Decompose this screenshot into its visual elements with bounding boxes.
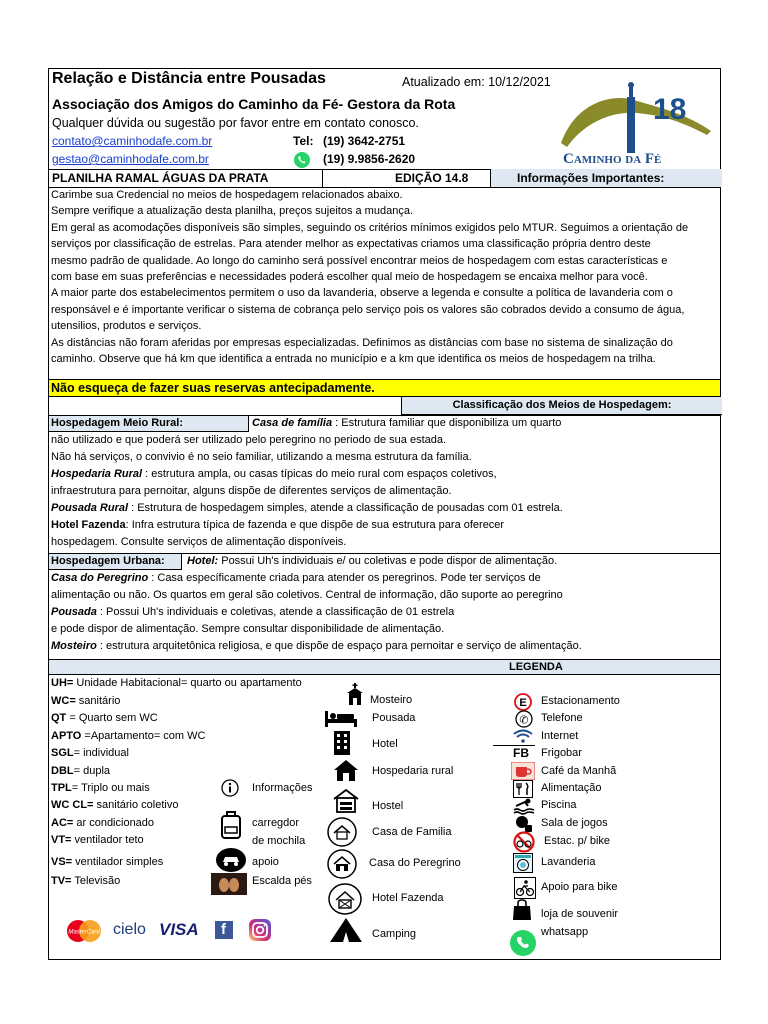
abbr-item: AC= ar condicionado (51, 817, 155, 829)
coffee-icon (511, 762, 535, 780)
svg-text:MasterCard: MasterCard (68, 929, 100, 936)
reminder-text: Não esqueça de fazer suas reservas antecipadamente. (51, 381, 375, 395)
legend-title: LEGENDA (509, 661, 563, 673)
urban-line-5: e pode dispor de alimentação. Sempre consultar disponibilidade de alimentação. (51, 623, 445, 635)
legend-rural-house-label: Hospedaria rural (372, 765, 454, 777)
email-link-gestao[interactable]: gestao@caminhodafe.com.br (52, 152, 209, 166)
abbr-item: WC CL= sanitário coletivo (51, 799, 179, 811)
wifi-icon (512, 729, 534, 743)
legend-tent-label: Camping (372, 928, 417, 940)
cielo-logo: cielo (113, 921, 146, 938)
rural-tag-label: Hospedagem Meio Rural: (51, 417, 184, 429)
page-title: Relação e Distância entre Pousadas (52, 70, 326, 87)
urban-tag-label: Hospedagem Urbana: (51, 555, 165, 567)
legend-pilgrim-house-label: Casa do Peregrino (369, 857, 461, 869)
legend-laundry-label: Lavanderia (541, 856, 596, 868)
legend-phone-label: Telefone (541, 712, 583, 724)
contact-note: Qualquer dúvida ou sugestão por favor entre em contato conosco. (52, 116, 419, 130)
abbr-item: DBL= dupla (51, 765, 111, 777)
legend-info-label: Informações (252, 782, 313, 794)
info-line: responsável e é importante verificar o sistema de cobrança pelo serviço pois os valores são cobrados devido a consumo de água, (51, 303, 685, 316)
facebook-icon[interactable]: f (215, 921, 233, 939)
legend-luggage-label-2: de mochila (252, 835, 306, 847)
laundry-icon (513, 853, 533, 873)
bed-icon (325, 709, 357, 727)
legend-farm-hotel-label: Hotel Fazenda (372, 892, 444, 904)
urban-line-6: Mosteiro : estrutura arquitetônica religiosa, e que dispõe de espaço para pernoitar e serviço de alimentação. (51, 640, 582, 652)
info-paragraph (51, 187, 719, 367)
info-line: serviços por classificação de estrelas. Para atender melhor as expectativas criamos uma classificação própria dentro deste (51, 238, 651, 251)
info-line: A maior parte dos estabelecimentos permitem o uso da lavanderia, observe a legenda e consulte a política de lavanderia com o (51, 287, 673, 300)
legend-bike-support-label: Apoio para bike (541, 881, 618, 893)
phone-number: (19) 3642-2751 (323, 134, 406, 148)
classification-header (401, 397, 722, 415)
family-house-icon (327, 817, 357, 847)
whatsapp-icon (509, 929, 537, 957)
rural-line-3: Não há serviços, o convivio é no seio familiar, utilizando a mesma estrutura da família. (51, 451, 472, 463)
food-icon (513, 780, 533, 798)
info-line: mesmo padrão de qualidade. Ao longo do caminho será possível encontrar meios de hospedagem com estas características e (51, 254, 668, 267)
legend-souvenir-label: loja de souvenir (541, 908, 619, 920)
svg-text:✆: ✆ (519, 713, 529, 727)
pool-icon (513, 797, 535, 815)
tent-icon (329, 917, 363, 943)
legend-footbath-label: Escalda pés (252, 875, 312, 887)
updated-date: Atualizado em: 10/12/2021 (402, 75, 551, 89)
support-car-icon (215, 847, 247, 873)
association-name: Associação dos Amigos do Caminho da Fé- Gestora da Rota (52, 96, 456, 112)
reminder-banner (49, 379, 720, 397)
legend-coffee-label: Café da Manhã (541, 765, 617, 777)
abbr-item: VS= ventilador simples (51, 856, 164, 868)
info-line: caminho. Observe que há km que identifica a entrada no município e a km que identifica os meios de hospedagem na trilha. (51, 353, 656, 366)
info-line: Carimbe sua Credencial no meios de hospedagem relacionados abaixo. (51, 189, 403, 201)
urban-line-3: alimentação ou não. Os quartos em geral são coletivos. Central de informação, dão suporte ao peregrino (51, 589, 563, 601)
phone-label: Tel: (293, 134, 314, 148)
monastery-icon (345, 683, 365, 705)
abbr-item: APTO =Apartamento= com WC (51, 730, 206, 742)
info-line: Sempre verifique a atualização desta planilha, preços sujeitos a mudança. (51, 205, 413, 218)
legend-header (49, 659, 720, 675)
legend-fridge-label: Frigobar (541, 747, 582, 759)
info-line: Em geral as acomodações disponíveis são simples, seguindo os critérios mínimos exigidos pelo MTUR. Seguimos a orientação de (51, 221, 689, 234)
rural-line-6: Pousada Rural : Estrutura de hospedagem simples, atende a classificação de pousadas com 01 estrela. (51, 502, 563, 514)
legend-hostel-label: Hostel (372, 800, 404, 812)
price-sheet (48, 68, 721, 960)
rural-line-5: infraestrutura para pernoitar, alguns dispõe de diferentes serviços de alimentação. (51, 485, 452, 497)
rural-line-4: Hospedaria Rural : estrutura ampla, ou casas típicas do meio rural com espaços coletivos, (51, 468, 497, 480)
legend-bike-parking-label: Estac. p/ bike (544, 835, 611, 847)
farm-hotel-icon (327, 883, 363, 915)
legend-hotel-label: Hotel (372, 738, 398, 750)
rural-line-2: não utilizado e que poderá ser utilizado pelo peregrino no periodo de sua estada. (51, 434, 447, 446)
urban-line-1: Hotel: Possui Uh's individuais e/ ou coletivas e pode dispor de alimentação. (187, 555, 558, 567)
abbr-item: WC= sanitário (51, 695, 121, 707)
legend-wifi-label: Internet (541, 730, 579, 742)
urban-line-2: Casa do Peregrino : Casa específicamente criada para atender os peregrinos. Pode ter serviços de (51, 572, 541, 584)
shopping-bag-icon (512, 899, 532, 921)
legend-monastery-label: Mosteiro (370, 694, 413, 706)
urban-tag (49, 553, 182, 570)
legend-family-house-label: Casa de Familia (372, 826, 452, 838)
abbr-item: UH= Unidade Habitacional= quarto ou apartamento (51, 677, 302, 689)
info-line: utensilios, produtos e serviços. (51, 320, 202, 333)
classification-title: Classificação dos Meios de Hospedagem: (452, 399, 672, 411)
rural-line-7: Hotel Fazenda: Infra estrutura típica de fazenda e que dispõe de sua estrutura para oferecer (51, 519, 505, 531)
sheet-name: PLANILHA RAMAL ÁGUAS DA PRATA (52, 171, 269, 185)
info-line: As distâncias não foram aferidas por empresas especializadas. Definimos as distâncias com base no sistema de sinalização do (51, 336, 673, 349)
parking-icon (514, 693, 532, 711)
mastercard-icon (65, 919, 103, 943)
foot-bath-icon (211, 873, 247, 895)
legend-parking-label: Estacionamento (541, 695, 620, 707)
urban-line-4: Pousada : Possui Uh's individuais e coletivas, atende a classificação de 01 estrela (51, 606, 455, 618)
abbr-item: TPL= Triplo ou mais (51, 782, 150, 794)
caminho-da-fe-logo (557, 79, 717, 169)
legend-food-label: Alimentação (541, 782, 602, 794)
rural-line-8: hospedagem. Consulte serviços de alimentação disponíveis. (51, 536, 347, 548)
pilgrim-house-icon (327, 849, 357, 879)
svg-text:E: E (519, 697, 527, 709)
rural-line-1: Casa de família : Estrutura familiar que disponibiliza um quarto (252, 417, 562, 429)
hostel-icon (333, 789, 359, 813)
phone-icon (515, 710, 533, 728)
bike-parking-icon (513, 831, 535, 853)
logo-number: 18 (653, 93, 687, 126)
abbr-item: TV= Televisão (51, 875, 121, 887)
legend-support-label: apoio (252, 856, 279, 868)
hotel-icon (333, 731, 351, 755)
abbr-item: VT= ventilador teto (51, 834, 144, 846)
logo-brand: Caminho da Fé (563, 151, 662, 167)
edition: EDIÇÃO 14.8 (395, 171, 469, 185)
rural-tag (49, 415, 249, 432)
visa-logo: VISA (159, 920, 199, 939)
bike-support-icon (514, 877, 536, 899)
whatsapp-icon (293, 151, 311, 169)
legend-games-label: Sala de jogos (541, 817, 608, 829)
whatsapp-number: (19) 9.9856-2620 (323, 152, 416, 166)
email-link-contato[interactable]: contato@caminhodafe.com.br (52, 134, 213, 148)
info-line: com base em suas preferências e necessidades poderá escolher qual meio de hospedagem se encaixa melhor para você. (51, 271, 648, 284)
legend-bed-label: Pousada (372, 712, 416, 724)
info-icon (221, 779, 239, 797)
legend-pool-label: Piscina (541, 799, 577, 811)
instagram-icon[interactable] (249, 919, 271, 941)
legend-luggage-label: carregdor (252, 817, 300, 829)
abbr-item: QT = Quarto sem WC (51, 712, 158, 724)
info-title: Informações Importantes: (517, 171, 665, 185)
rural-house-icon (333, 759, 359, 781)
legend-whatsapp-label: whatsapp (541, 926, 589, 938)
fridge-icon: FB (493, 745, 535, 761)
luggage-icon (219, 810, 243, 840)
abbr-item: SGL= individual (51, 747, 129, 759)
